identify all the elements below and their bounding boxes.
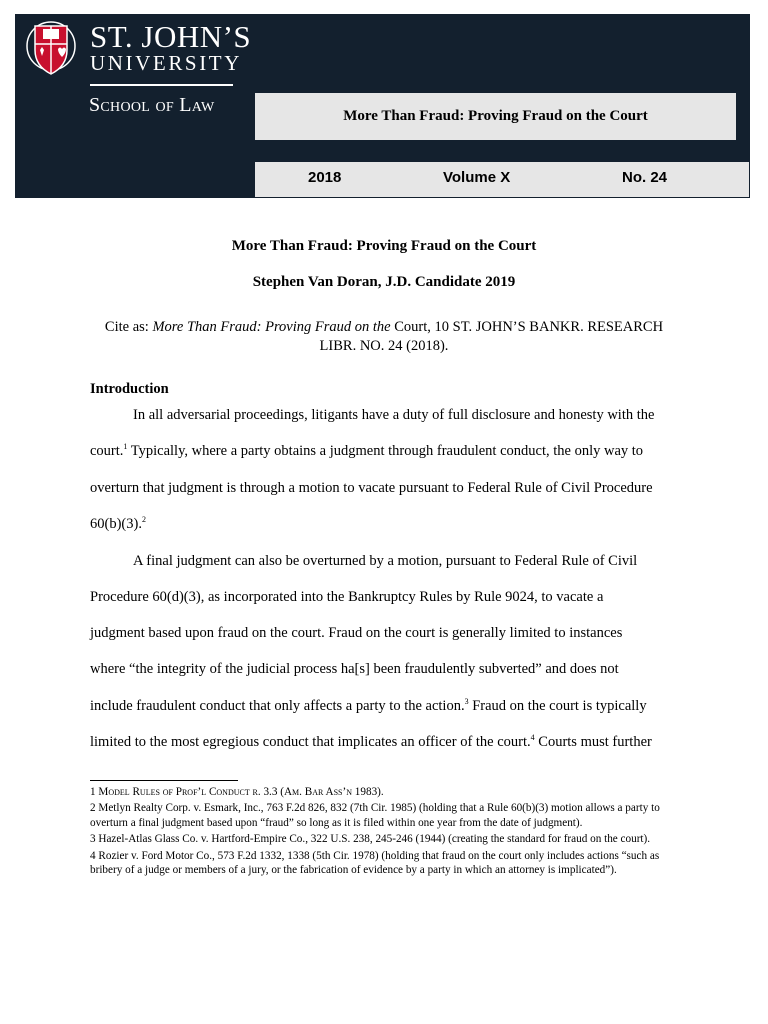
paragraph-line: A final judgment can also be overturned by a motion, pursuant to Federal Rule of Civil — [133, 553, 638, 569]
section-heading: Introduction — [90, 381, 169, 397]
footnote-4: 4 Rozier v. Ford Motor Co., 573 F.2d 1332, 1338 (5th Cir. 1978) (holding that fraud on the court only includes actions “such as bribery of a judge or members of a jury, or the fabrication of evidence by a party in which an attorney is implicated”). — [90, 849, 660, 877]
paragraph-line: overturn that judgment is through a motion to vacate pursuant to Federal Rule of Civil Procedure — [90, 480, 653, 496]
university-name — [90, 19, 252, 75]
citation-prefix: Cite as: — [104, 319, 153, 335]
paragraph-line: court.$^1$ Typically, where a party obtains a judgment through fraudulent conduct, the only way to — [90, 442, 644, 459]
paragraph-line: In all adversarial proceedings, litigants have a duty of full disclosure and honesty with the — [133, 407, 655, 423]
article-title: More Than Fraud: Proving Fraud on the Court — [231, 238, 537, 254]
footnote-ref[interactable]: 4 — [530, 733, 535, 742]
paragraph-line: Procedure 60(d)(3), as incorporated into the Bankruptcy Rules by Rule 9024, to vacate a — [90, 589, 604, 605]
paragraph-line: where “the integrity of the judicial process ha[s] been fraudulently subverted” and does not — [90, 661, 619, 677]
paragraph-line: 60(b)(3).$^2$ — [90, 515, 146, 532]
footnote-ref[interactable]: 1 — [123, 442, 128, 451]
paragraph-line: judgment based upon fraud on the court. Fraud on the court is generally limited to instances — [90, 625, 623, 641]
footnote-3: 3 Hazel-Atlas Glass Co. v. Hartford-Empire Co., 322 U.S. 238, 245-246 (1944) (creating the standard for fraud on the court). — [90, 833, 651, 846]
school-name: School of Law — [89, 94, 215, 116]
issue-number: No. 24 — [622, 169, 668, 186]
university-name-line1: ST. JOHN’S — [90, 19, 252, 54]
university-name-line2: UNIVERSITY — [90, 51, 242, 75]
footnote-divider — [90, 780, 238, 781]
citation-italic: More Than Fraud: Proving Fraud on the — [152, 319, 391, 335]
logo-divider — [90, 84, 233, 86]
issue-volume: Volume X — [443, 169, 511, 186]
header-title-box — [255, 93, 736, 140]
footnote-ref[interactable]: 2 — [141, 515, 146, 524]
university-logo — [23, 14, 253, 124]
issue-info-bar — [255, 162, 749, 197]
paragraph-line: include fraudulent conduct that only affects a party to the action.$^3$ Fraud on the court is typically — [90, 697, 647, 714]
header-banner — [15, 14, 750, 198]
article-author: Stephen Van Doran, J.D. Candidate 2019 — [252, 274, 516, 290]
citation — [90, 318, 678, 356]
issue-year: 2018 — [308, 169, 342, 186]
footnote-ref[interactable]: 3 — [464, 697, 469, 706]
paragraph-line: limited to the most egregious conduct that implicates an officer of the court.$^4$ Courts must further — [90, 733, 652, 750]
footnote-1: 1 Model Rules of Prof’l Conduct r. 3.3 (Am. Bar Ass’n 1983). — [90, 786, 384, 798]
citation-rest: Court, 10 ST. JOHN’S BANKR. RESEARCH LIBR. NO. 24 (2018). — [319, 319, 664, 354]
header-title: More Than Fraud: Proving Fraud on the Court — [343, 108, 648, 124]
footnotes — [90, 785, 680, 879]
footnote-2: 2 Metlyn Realty Corp. v. Esmark, Inc., 763 F.2d 826, 832 (7th Cir. 1985) (holding that a Rule 60(b)(3) motion allows a party to overturn a final judgment based upon “fraud” so long as it is filed within one year from the date of judgment). — [90, 802, 660, 829]
university-seal-icon — [25, 16, 77, 82]
